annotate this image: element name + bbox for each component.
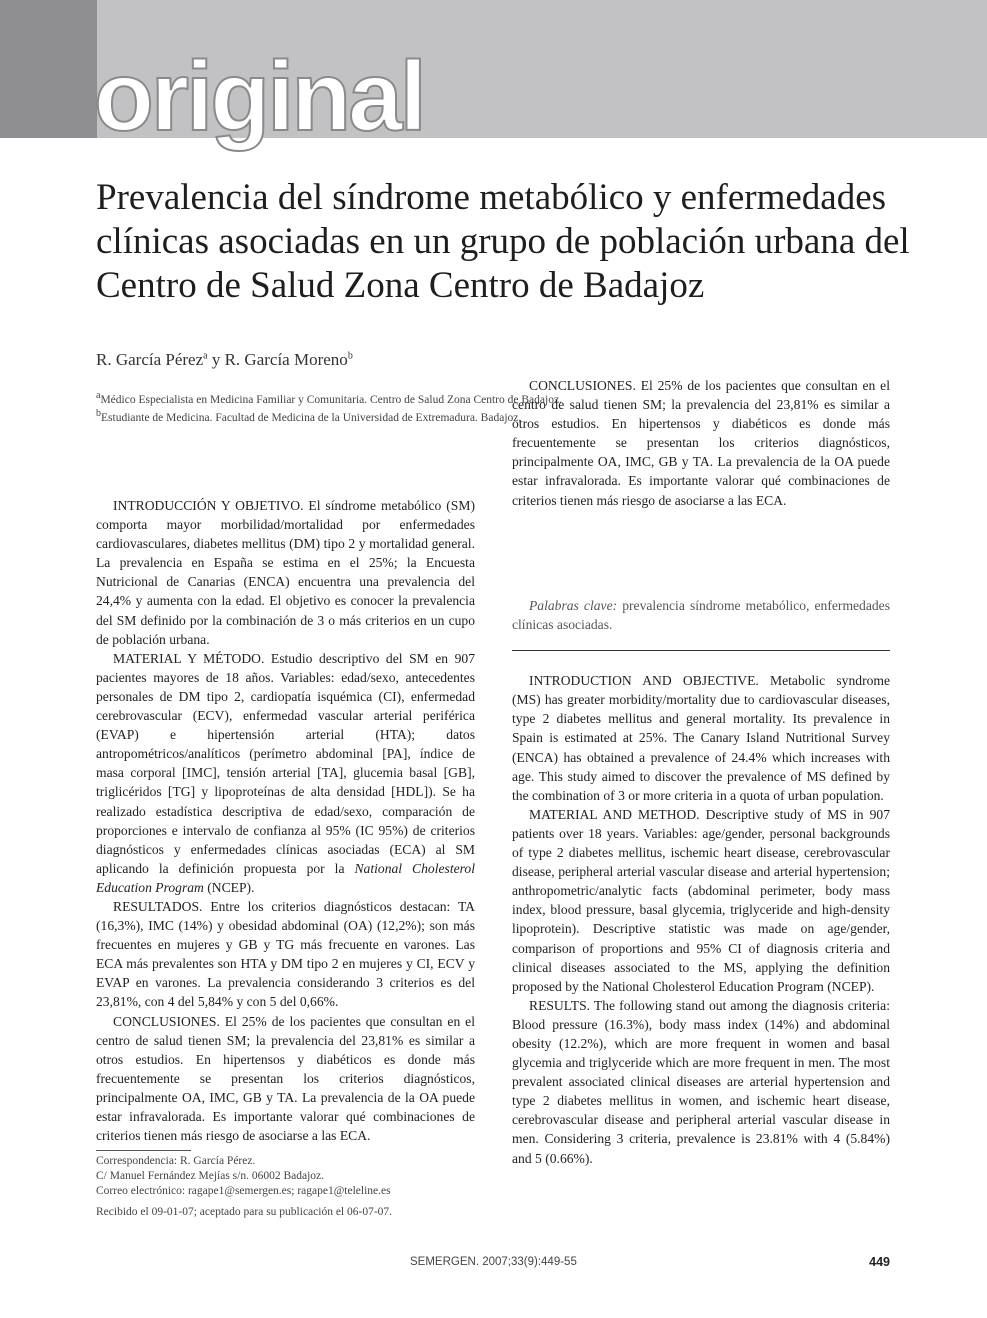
abstract-es-methods xyxy=(96,649,475,897)
affiliation-b-text: Estudiante de Medicina. Facultad de Medicina de la Universidad de Extremadura. Badajoz. xyxy=(101,411,522,424)
affiliation-b xyxy=(96,407,562,425)
abstract-divider xyxy=(512,650,890,651)
page-number: 449 xyxy=(869,1255,890,1269)
footnote-divider xyxy=(96,1150,191,1151)
journal-citation: SEMERGEN. 2007;33(9):449-55 xyxy=(410,1256,577,1268)
abstract-en-methods: MATERIAL AND METHOD. Descriptive study of MS in 907 patients over 18 years. Variables: age/gender, personal backgrounds of type 2 diabetes mellitus, ischemic heart disease, cerebrovascular disease, peripheral arterial vascular disease and arterial hypertension; anthropometric/analytic facts (abdominal perimeter, body mass index, blood pressure, basal glycemia, triglyceride and high-density lipoprotein). Descriptive statistic was made on age/gender, comparison of proportions and 95% CI of diagnosis criteria and clinical diseases associated to the MS, applying the definition proposed by the National Cholesterol Education Program (NCEP). xyxy=(512,806,890,994)
author-1-mark: a xyxy=(203,350,208,362)
abstract-es-methods-text: MATERIAL Y MÉTODO. Estudio descriptivo del SM en 907 pacientes mayores de 18 años. Variables: edad/sexo, antecedentes personales de DM tipo 2, cardiopatía isquémica (CI), enfermedad cerebrovascular (ECV), enfermedad vascular arterial periférica (EVAP) e hipertensión arterial (HTA); datos antropométricos/analíticos (perímetro abdominal [PA], índice de masa corporal [IMC], tensión arterial [TA], glucemia basal [GB], triglicéridos [TG] y lipoproteínas de alta densidad [HDL]). Se ha realizado estadística descriptiva de edad/sexo, comparación de proporciones e intervalo de confianza al 95% (IC 95%) de criterios diagnósticos y enfermedades clínicas asociadas (ECA) al SM aplicando la definición propuesta por la xyxy=(96,650,475,876)
keywords-label: Palabras clave: xyxy=(529,598,618,613)
section-label: original xyxy=(94,41,424,151)
author-separator: y xyxy=(207,350,225,369)
correspondence-address: C/ Manuel Fernández Mejías s/n. 06002 Badajoz. xyxy=(96,1170,325,1182)
abstract-es-conclusions: CONCLUSIONES. El 25% de los pacientes que consultan en el centro de salud tienen SM; la prevalencia del 23,81% es similar a otros estudios. En hipertensos y diabéticos es donde más frecuentemente se presentan los criterios diagnósticos, principalmente OA, IMC, GB y TA. La prevalencia de la OA puede estar infravalorada. Es importante valorar qué combinaciones de criterios tienen más riesgo de asociarse a las ECA. xyxy=(96,1013,475,1144)
author-2: R. García Moreno xyxy=(224,350,348,369)
keywords-text: prevalencia síndrome metabólico, enfermedades clínicas asociadas. xyxy=(512,598,890,633)
correspondence-email: Correo electrónico: ragape1@semergen.es; ragape1@teleline.es xyxy=(96,1185,391,1197)
affiliations xyxy=(96,389,562,425)
affiliation-a xyxy=(96,389,562,407)
header-band-dark xyxy=(0,0,97,138)
abstract-es-introduction: INTRODUCCIÓN Y OBJETIVO. El síndrome metabólico (SM) comporta mayor morbilidad/mortalidad por enfermedades cardiovasculares, diabetes mellitus (DM) tipo 2 y mortalidad general. La prevalencia en España se estima en el 25%; la Encuesta Nutricional de Canarias (ENCA) encuentra una prevalencia del 24,4% y aumenta con la edad. El objetivo es conocer la prevalencia del SM definido por la combinación de 3 o más criterios en un cupo de población urbana. xyxy=(96,498,475,647)
abstract-right-column xyxy=(512,378,890,1168)
affiliation-b-mark: b xyxy=(96,407,101,419)
abstract-en-results: RESULTS. The following stand out among the diagnosis criteria: Blood pressure (16.3%), body mass index (14%) and abdominal obesity (12.2%), which are more frequent in women and basal glycemia and triglyceride which are more frequent in men. The most prevalent associated clinical diseases are arterial hypertension and type 2 diabetes mellitus in women, and ischemic heart disease, cerebrovascular disease and peripheral arterial vascular disease in men. Considering 3 criteria, prevalence is 23.81% with 4 (5.84%) and 5 (0.66%). xyxy=(512,997,890,1166)
affiliation-a-mark: a xyxy=(96,390,101,401)
author-1: R. García Pérez xyxy=(96,350,204,369)
author-2-mark: b xyxy=(347,350,353,362)
correspondence-footnotes xyxy=(96,1154,391,1199)
abstract-es-methods-end: (NCEP). xyxy=(203,879,255,895)
abstract-es-continuation xyxy=(512,378,890,577)
abstract-es-results: RESULTADOS. Entre los criterios diagnósticos destacan: TA (16,3%), IMC (14%) y obesidad abdominal (OA) (12,2%); son más frecuentes en mujeres y GB y TG más frecuente en varones. Las ECA más prevalentes son HTA y DM tipo 2 en mujeres y CI, ECV y EVAP en varones. La prevalencia considerando 3 criterios es del 23,81%, con 4 del 5,84% y con 5 del 0,66%. xyxy=(96,898,475,1010)
article-title: Prevalencia del síndrome metabólico y enfermedades clínicas asociadas en un grupo de población urbana del Centro de Salud Zona Centro de Badajoz xyxy=(96,177,910,306)
received-dates: Recibido el 09-01-07; aceptado para su publicación el 06-07-07. xyxy=(96,1206,393,1218)
correspondence-name: Correspondencia: R. García Pérez. xyxy=(96,1155,256,1167)
abstract-es-conclusions-continued: CONCLUSIONES. El 25% de los pacientes que consultan en el centro de salud tienen SM; la prevalencia del 23,81% es similar a otros estudios. En hipertensos y diabéticos es donde más frecuentemente se presentan los criterios diagnósticos, principalmente OA, IMC, GB y TA. La prevalencia de la OA puede estar infravalorada. Es importante valorar qué combinaciones de criterios tienen más riesgo de asociarse a las ECA. xyxy=(512,378,890,508)
keywords-spanish xyxy=(512,596,890,634)
abstract-en-introduction: INTRODUCTION AND OBJECTIVE. Metabolic syndrome (MS) has greater morbidity/mortality due to cardiovascular diseases, type 2 diabetes mellitus and general mortality. Its prevalence in Spain is estimated at 25%. The Canary Island Nutritional Survey (ENCA) has obtained a prevalence of 24.4% which increases with age. This study aimed to discover the prevalence of MS defined by the combination of 3 or more criteria in a quota of urban population. xyxy=(512,673,890,803)
abstract-es-methods-italic: National Cholesterol Education Program xyxy=(96,860,475,895)
author-line xyxy=(96,350,353,370)
abstract-spanish-left-column xyxy=(96,496,475,1144)
affiliation-a-text: Médico Especialista en Medicina Familiar y Comunitaria. Centro de Salud Zona Centro de Badajoz. xyxy=(100,393,562,406)
